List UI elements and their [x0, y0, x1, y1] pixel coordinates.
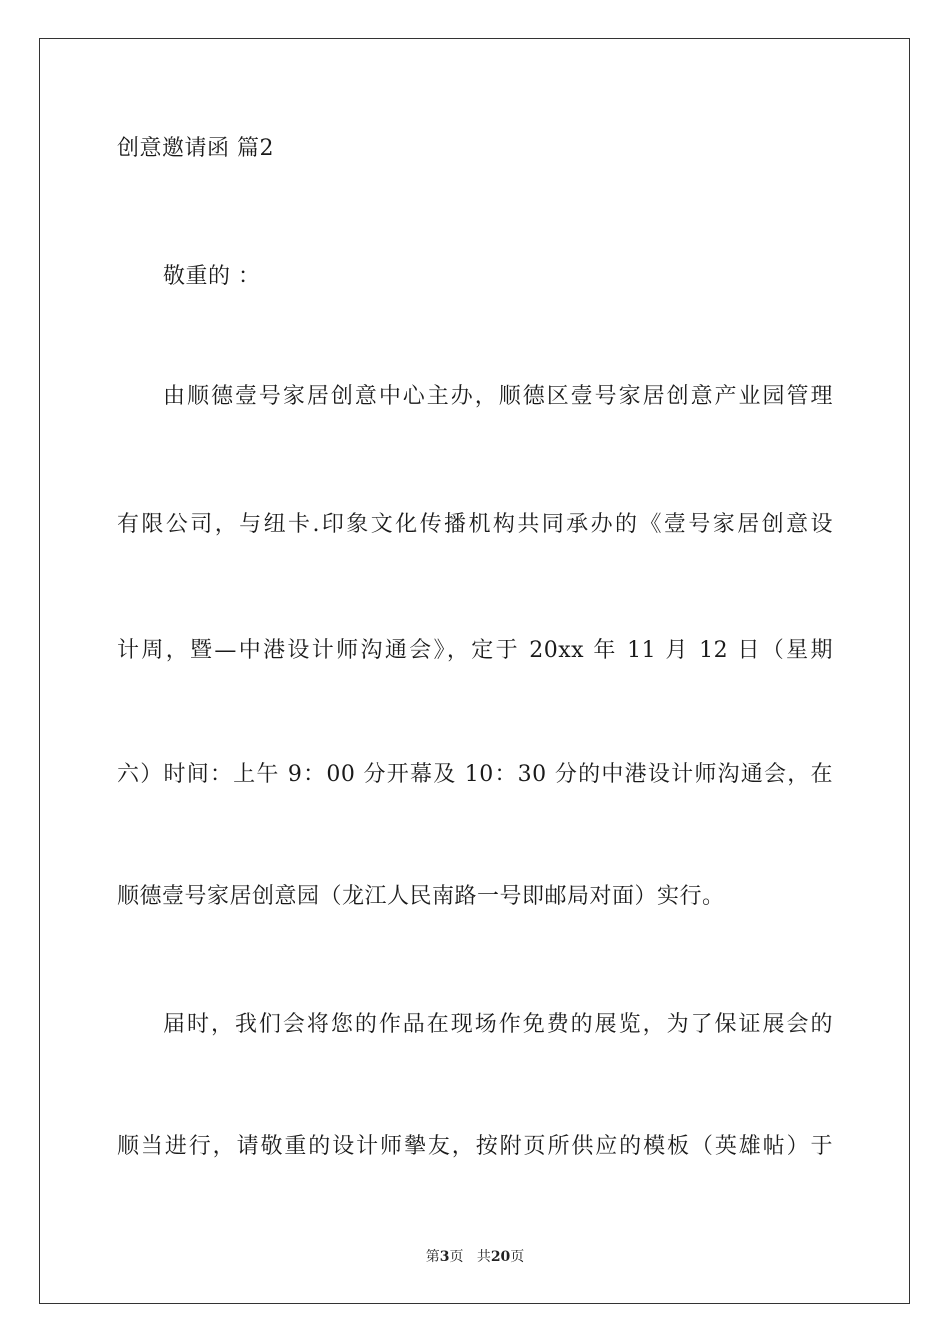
paragraph-line: 计周，暨—中港设计师沟通会》，定于 20xx 年 11 月 12 日（星期 [117, 638, 833, 663]
paragraph-line: 届时，我们会将您的作品在现场作免费的展览，为了保证展会的 [163, 1012, 833, 1037]
footer-total-prefix: 共 [476, 1249, 491, 1265]
paragraph-line: 有限公司，与纽卡.印象文化传播机构共同承办的《壹号家居创意设 [117, 512, 833, 537]
page-footer [0, 1248, 950, 1266]
document-heading: 创意邀请函 篇2 [117, 136, 274, 161]
total-pages-number: 20 [490, 1249, 511, 1265]
paragraph-line: 由顺德壹号家居创意中心主办，顺德区壹号家居创意产业园管理 [163, 384, 833, 409]
page-border [39, 38, 910, 1304]
paragraph-line: 顺当进行，请敬重的设计师摰友，按附页所供应的模板（英雄帖）于 [117, 1134, 833, 1159]
paragraph-line: 六）时间：上午 9：00 分开幕及 10：30 分的中港设计师沟通会，在 [117, 762, 833, 787]
footer-prefix: 第 [425, 1249, 440, 1265]
footer-page-suffix: 页 [449, 1249, 464, 1265]
current-page-number: 3 [439, 1249, 450, 1265]
salutation: 敬重的 ： [163, 264, 261, 289]
paragraph-line: 顺德壹号家居创意园（龙江人民南路一号即邮局对面）实行。 [117, 884, 725, 909]
footer-total-suffix: 页 [510, 1249, 525, 1265]
